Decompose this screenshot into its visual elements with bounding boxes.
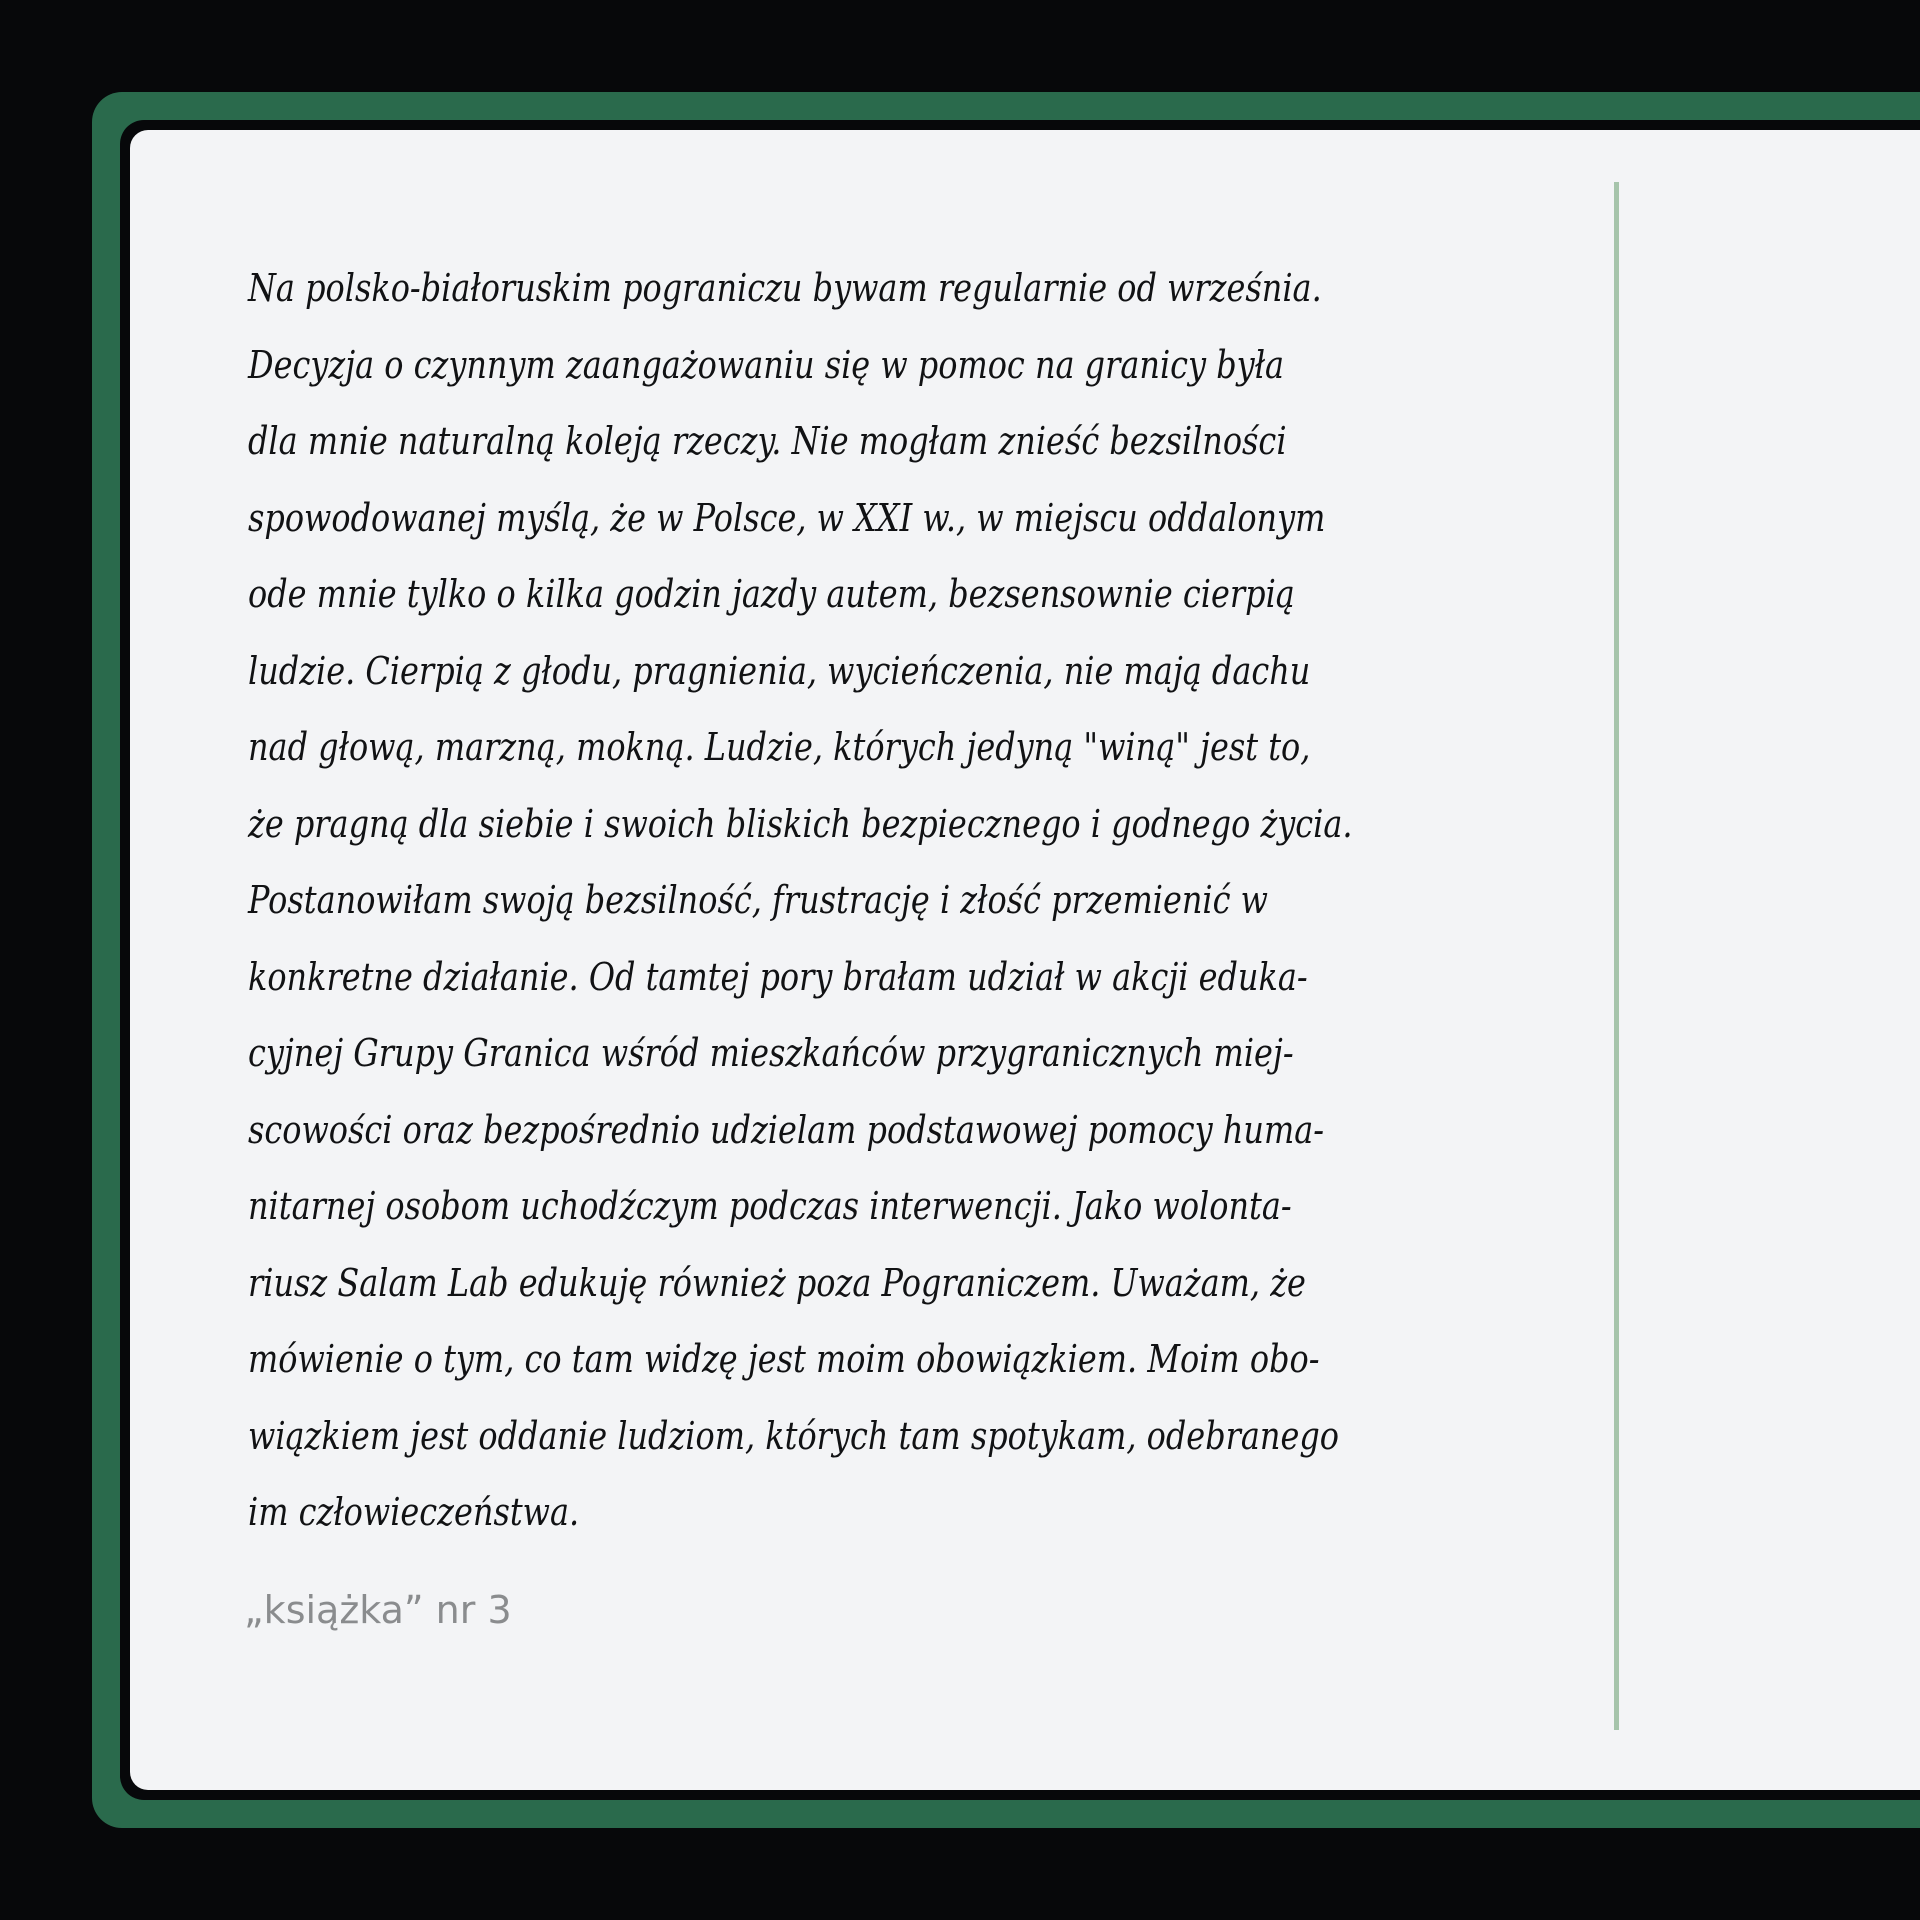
text-line: konkretne działanie. Od tamtej pory brałam udział w akcji eduka- [248, 954, 1308, 999]
text-line: Decyzja o czynnym zaangażowaniu się w pomoc na granicy była [248, 342, 1285, 387]
text-line: Na polsko-białoruskim pograniczu bywam regularnie od września. [248, 266, 1322, 310]
vertical-divider [1614, 182, 1619, 1730]
text-line: ludzie. Cierpią z głodu, pragnienia, wycieńczenia, nie mają dachu [248, 648, 1311, 693]
text-line: Postanowiłam swoją bezsilność, frustrację i złość przemienić w [248, 878, 1268, 922]
body-paragraph [248, 250, 1518, 1551]
text-line: spowodowanej myślą, że w Polsce, w XXI w., w miejscu oddalonym [248, 495, 1326, 540]
text-line: ode mnie tylko o kilka godzin jazdy autem, bezsensownie cierpią [248, 572, 1295, 616]
text-line: nitarnej osobom uchodźczym podczas interwencji. Jako wolonta- [248, 1184, 1292, 1228]
text-line: scowości oraz bezpośrednio udzielam podstawowej pomocy huma- [248, 1107, 1325, 1152]
text-line: im człowieczeństwa. [248, 1490, 580, 1534]
text-line: mówienie o tym, co tam widzę jest moim obowiązkiem. Moim obo- [248, 1337, 1320, 1381]
text-line: riusz Salam Lab edukuję również poza Pograniczem. Uważam, że [248, 1260, 1306, 1305]
text-line: nad głową, marzną, mokną. Ludzie, których jedyną "winą" jest to, [248, 725, 1311, 769]
text-line: że pragną dla siebie i swoich bliskich bezpiecznego i godnego życia. [248, 801, 1353, 846]
text-line: dla mnie naturalną koleją rzeczy. Nie mogłam znieść bezsilności [248, 419, 1287, 463]
source-caption: „książka” nr 3 [244, 1588, 512, 1632]
text-line: cyjnej Grupy Granica wśród mieszkańców przygranicznych miej- [248, 1031, 1294, 1075]
text-page [130, 130, 1920, 1790]
text-line: wiązkiem jest oddanie ludziom, których tam spotykam, odebranego [248, 1413, 1340, 1458]
